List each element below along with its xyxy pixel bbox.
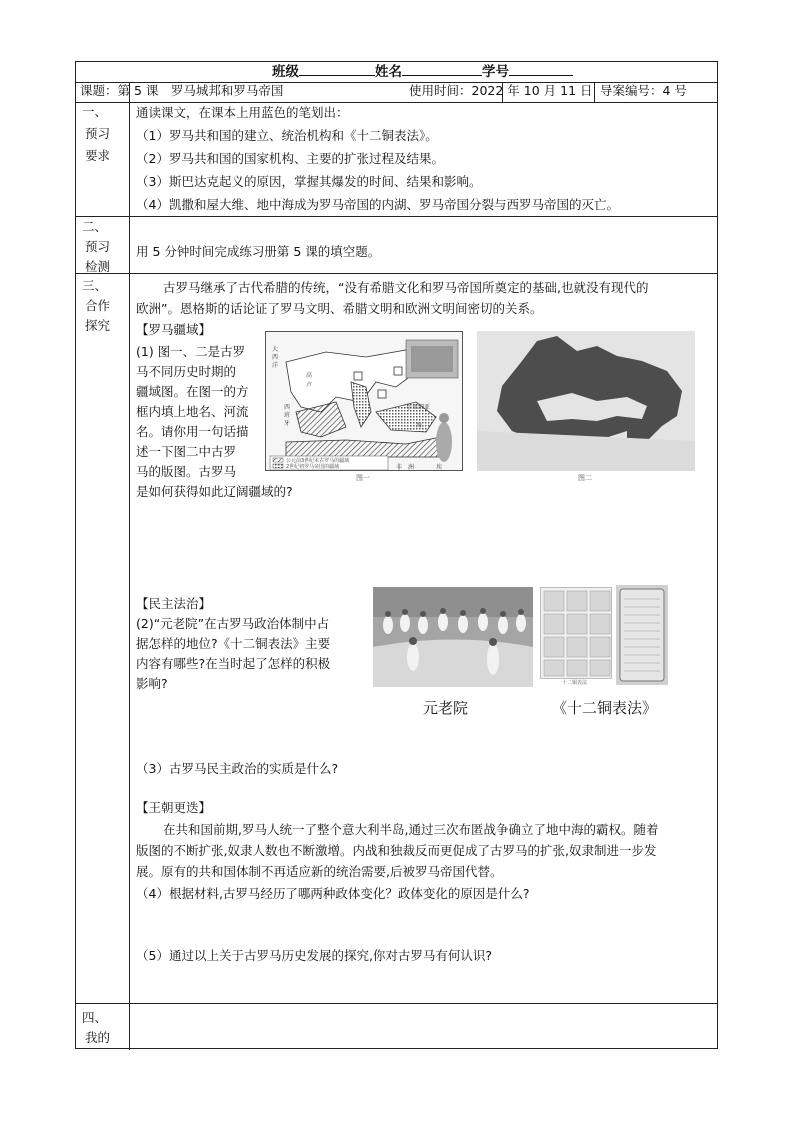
question-1-line: 疆域图。在图一的方 xyxy=(136,384,249,399)
map-label: 非 洲 xyxy=(396,464,415,471)
map-label: 洋 xyxy=(272,362,279,369)
section-2-label: 检测 xyxy=(85,259,111,274)
dynasty-title: 【王朝更迭】 xyxy=(136,800,212,815)
twelve-tables-caption: 《十二铜表法》 xyxy=(552,699,658,717)
bronze-tablet-image xyxy=(616,585,668,685)
class-label: 班级 xyxy=(272,64,299,80)
figure-2-caption: 图二 xyxy=(578,474,592,482)
question-1-line: 框内填上地名、河流 xyxy=(136,404,249,419)
map-label: 大 xyxy=(272,346,279,353)
bronze-tablet-illustration xyxy=(616,585,668,685)
student-number-label: 学号 xyxy=(482,64,509,80)
map-label: 西 xyxy=(284,404,291,411)
student-number-blank[interactable] xyxy=(509,64,573,76)
question-4: （4）根据材料,古罗马经历了哪两种政体变化？政体变化的原因是什么? xyxy=(136,886,530,901)
question-1-line: 是如何获得如此辽阔疆域的? xyxy=(136,484,293,499)
preview-intro: 通读课文，在课本上用蓝色的笔划出： xyxy=(136,105,349,120)
section-3-number: 三、 xyxy=(82,278,108,293)
question-2-line: 影响? xyxy=(136,676,168,691)
map-label: 高 xyxy=(306,372,313,379)
section-4-number: 四、 xyxy=(82,1010,108,1025)
twelve-tables-grid-image xyxy=(540,587,612,679)
section-1-label: 预习 xyxy=(85,126,111,141)
row-divider xyxy=(76,1003,717,1004)
section-4-label: 我的 xyxy=(85,1030,111,1045)
section-1-label: 要求 xyxy=(85,148,111,163)
territory-title: 【罗马疆域】 xyxy=(136,322,212,337)
lesson-title: 课题：第 5 课 罗马城邦和罗马帝国 xyxy=(80,83,284,98)
header-row xyxy=(272,64,573,80)
twelve-tables-illustration xyxy=(541,588,612,679)
row-divider xyxy=(76,216,717,217)
map-legend-item: 公元前3世纪末古罗马的疆域 xyxy=(286,458,350,464)
row-divider xyxy=(76,273,717,274)
twelve-tables-small-caption: 十二铜表法 xyxy=(562,680,588,686)
map-label: 卢 xyxy=(306,382,313,389)
senate-caption: 元老院 xyxy=(423,699,469,717)
map-figure-1 xyxy=(265,331,463,471)
section-3-label: 合作 xyxy=(85,298,111,313)
material-line: 版图的不断扩张,奴隶人数也不断激增。内战和独裁反而更促成了古罗马的扩张,奴隶制进一步发 xyxy=(136,843,657,858)
map-1-illustration xyxy=(266,332,463,471)
name-label: 姓名 xyxy=(375,64,402,80)
section-3-label: 探究 xyxy=(85,318,111,333)
map-label: 牙 xyxy=(284,420,291,427)
material-line: 在共和国前期,罗马人统一了整个意大利半岛,通过三次布匿战争确立了地中海的霸权。随着 xyxy=(163,822,659,837)
preview-item: （4）凯撒和屋大维、地中海成为罗马帝国的内湖、罗马帝国分裂与西罗马帝国的灭亡。 xyxy=(136,197,619,212)
preview-item: （2）罗马共和国的国家机构、主要的扩张过程及结果。 xyxy=(136,151,444,166)
plan-code: 导案编号：4 号 xyxy=(600,83,687,98)
question-5: （5）通过以上关于古罗马历史发展的探究,你对古罗马有何认识? xyxy=(136,948,493,963)
explore-intro: 古罗马继承了古代希腊的传统，“没有希腊文化和罗马帝国所奠定的基础,也就没有现代的 xyxy=(163,280,649,295)
figure-1-caption: 图一 xyxy=(356,474,370,482)
class-blank[interactable] xyxy=(299,64,375,76)
map-figure-2 xyxy=(477,331,695,471)
preview-item: （1）罗马共和国的建立、统治机构和《十二铜表法》。 xyxy=(136,128,438,143)
map-label: 班 xyxy=(284,412,291,419)
senate-image xyxy=(373,587,533,687)
question-1-line: 马不同历史时期的 xyxy=(136,364,237,379)
map-label: 埃 xyxy=(436,464,443,471)
question-1-line: (1) 图一、二是古罗 xyxy=(136,344,246,359)
map-label: 小亚细亚 xyxy=(406,404,431,411)
explore-intro: 欧洲”。恩格斯的话论证了罗马文明、希腊文明和欧洲文明间密切的关系。 xyxy=(136,301,543,316)
column-divider xyxy=(594,82,595,102)
question-1-line: 马的版图。古罗马 xyxy=(136,464,237,479)
row-divider xyxy=(76,102,717,103)
usage-date: 使用时间：2022 年 10 月 11 日 xyxy=(409,83,593,98)
map-label: 西 xyxy=(272,354,279,361)
question-1-line: 名。请你用一句话描 xyxy=(136,424,249,439)
section-2-label: 预习 xyxy=(85,239,111,254)
question-2-line: (2)“元老院”在古罗马政治体制中占 xyxy=(136,616,330,631)
map-2-illustration xyxy=(477,331,695,471)
preview-item: （3）斯巴达克起义的原因，掌握其爆发的时间、结果和影响。 xyxy=(136,174,482,189)
senate-illustration xyxy=(373,587,533,687)
question-1-line: 述一下图二中古罗 xyxy=(136,444,237,459)
section-1-number: 一、 xyxy=(82,104,108,119)
map-legend-item: 2世纪初罗马帝国的疆域 xyxy=(286,464,340,470)
question-2-line: 据怎样的地位?《十二铜表法》主要 xyxy=(136,636,331,651)
map-label: 海 xyxy=(416,422,423,429)
column-divider xyxy=(129,82,130,1050)
question-3: （3）古罗马民主政治的实质是什么? xyxy=(136,761,339,776)
name-blank[interactable] xyxy=(402,64,482,76)
material-line: 展。原有的共和国体制不再适应新的统治需要,后被罗马帝国代替。 xyxy=(136,864,503,879)
democracy-title: 【民主法治】 xyxy=(136,596,212,611)
question-2-line: 内容有哪些?在当时起了怎样的积极 xyxy=(136,656,331,671)
section-2-number: 二、 xyxy=(82,219,108,234)
check-text: 用 5 分钟时间完成练习册第 5 课的填空题。 xyxy=(136,244,381,259)
